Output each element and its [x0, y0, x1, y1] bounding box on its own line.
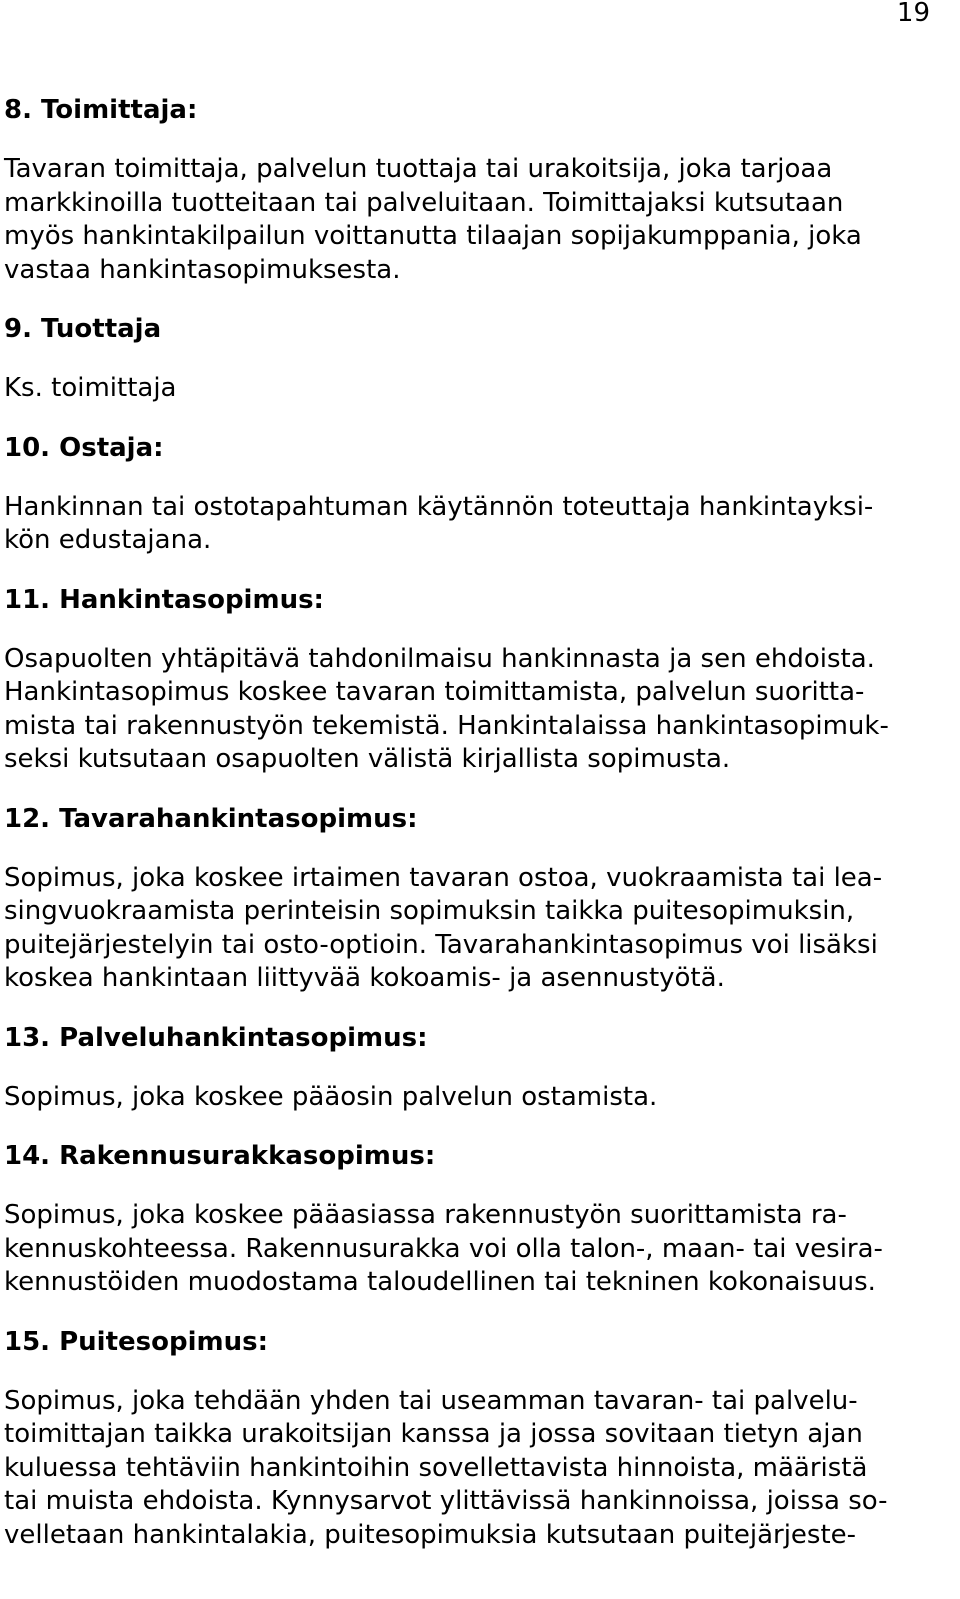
section-toimittaja [4, 93, 940, 287]
section-heading: 13. Palveluhankintasopimus: [4, 1022, 428, 1053]
section-hankintasopimus [4, 583, 940, 777]
section-heading: 12. Tavarahankintasopimus: [4, 803, 418, 834]
section-text: Sopimus, joka koskee pääosin palvelun ostamista. [4, 1081, 658, 1112]
section-heading: 8. Toimittaja: [4, 95, 198, 125]
section-text: Osapuolten yhtäpitävä tahdonilmaisu hankinnasta ja sen ehdoista. Hankintasopimus koskee tavaran toimittamista, palvelun suoritta- mista tai rakennustyön tekemistä. Hankintalaissa hankintasopimuk- seksi kutsutaan osapuolten välistä kirjallista sopimusta. [4, 643, 889, 774]
section-text: Sopimus, joka koskee irtaimen tavaran ostoa, vuokraamista tai lea- singvuokraamista perinteisin sopimuksin taikka puitesopimuksin, puitejärjestelyin tai osto-optioin. Tavarahankintasopimus voi lisäksi koskea hankintaan liittyvää kokoamis- ja asennustyötä. [4, 862, 883, 993]
section-text: Hankinnan tai ostotapahtuman käytännön toteuttaja hankintayksi- kön edustajana. [4, 491, 874, 555]
section-ostaja [4, 431, 940, 558]
section-text: Ks. toimittaja [4, 373, 177, 403]
section-heading: 14. Rakennusurakkasopimus: [4, 1141, 436, 1171]
section-text: Sopimus, joka tehdään yhden tai useamman tavaran- tai palvelu- toimittajan taikka urakoitsijan kanssa ja jossa sovitaan tietyn ajan kuluessa tehtäviin hankintoihin sovellettavista hinnoista, määristä tai muista ehdoista. Kynnysarvot ylittävissä hankinnoissa, joissa so- velletaan hankintalakia, puitesopimuksia kutsutaan puitejärjeste- [4, 1385, 888, 1550]
section-text: Tavaran toimittaja, palvelun tuottaja tai urakoitsija, joka tarjoaa markkinoilla tuotteitaan tai palveluitaan. Toimittajaksi kutsutaan myös hankintakilpailun voittanutta tilaajan sopijakumppania, joka vastaa hankintasopimuksesta. [4, 154, 862, 285]
section-heading: 15. Puitesopimus: [4, 1326, 268, 1357]
section-tuottaja [4, 312, 940, 406]
section-heading: 10. Ostaja: [4, 432, 164, 463]
section-heading: 11. Hankintasopimus: [4, 584, 324, 615]
page-number: 19 [896, 0, 930, 28]
section-tavarahankintasopimus [4, 802, 940, 996]
document-body [4, 93, 940, 1552]
section-palveluhankintasopimus [4, 1021, 940, 1115]
section-rakennusurakkasopimus [4, 1139, 940, 1300]
section-text: Sopimus, joka koskee pääasiassa rakennustyön suorittamista ra- kennuskohteessa. Rakennusurakka voi olla talon-, maan- tai vesira- kennustöiden muodostama taloudellinen tai tekninen kokonaisuus. [4, 1200, 883, 1297]
section-heading: 9. Tuottaja [4, 314, 162, 344]
section-puitesopimus [4, 1325, 940, 1553]
